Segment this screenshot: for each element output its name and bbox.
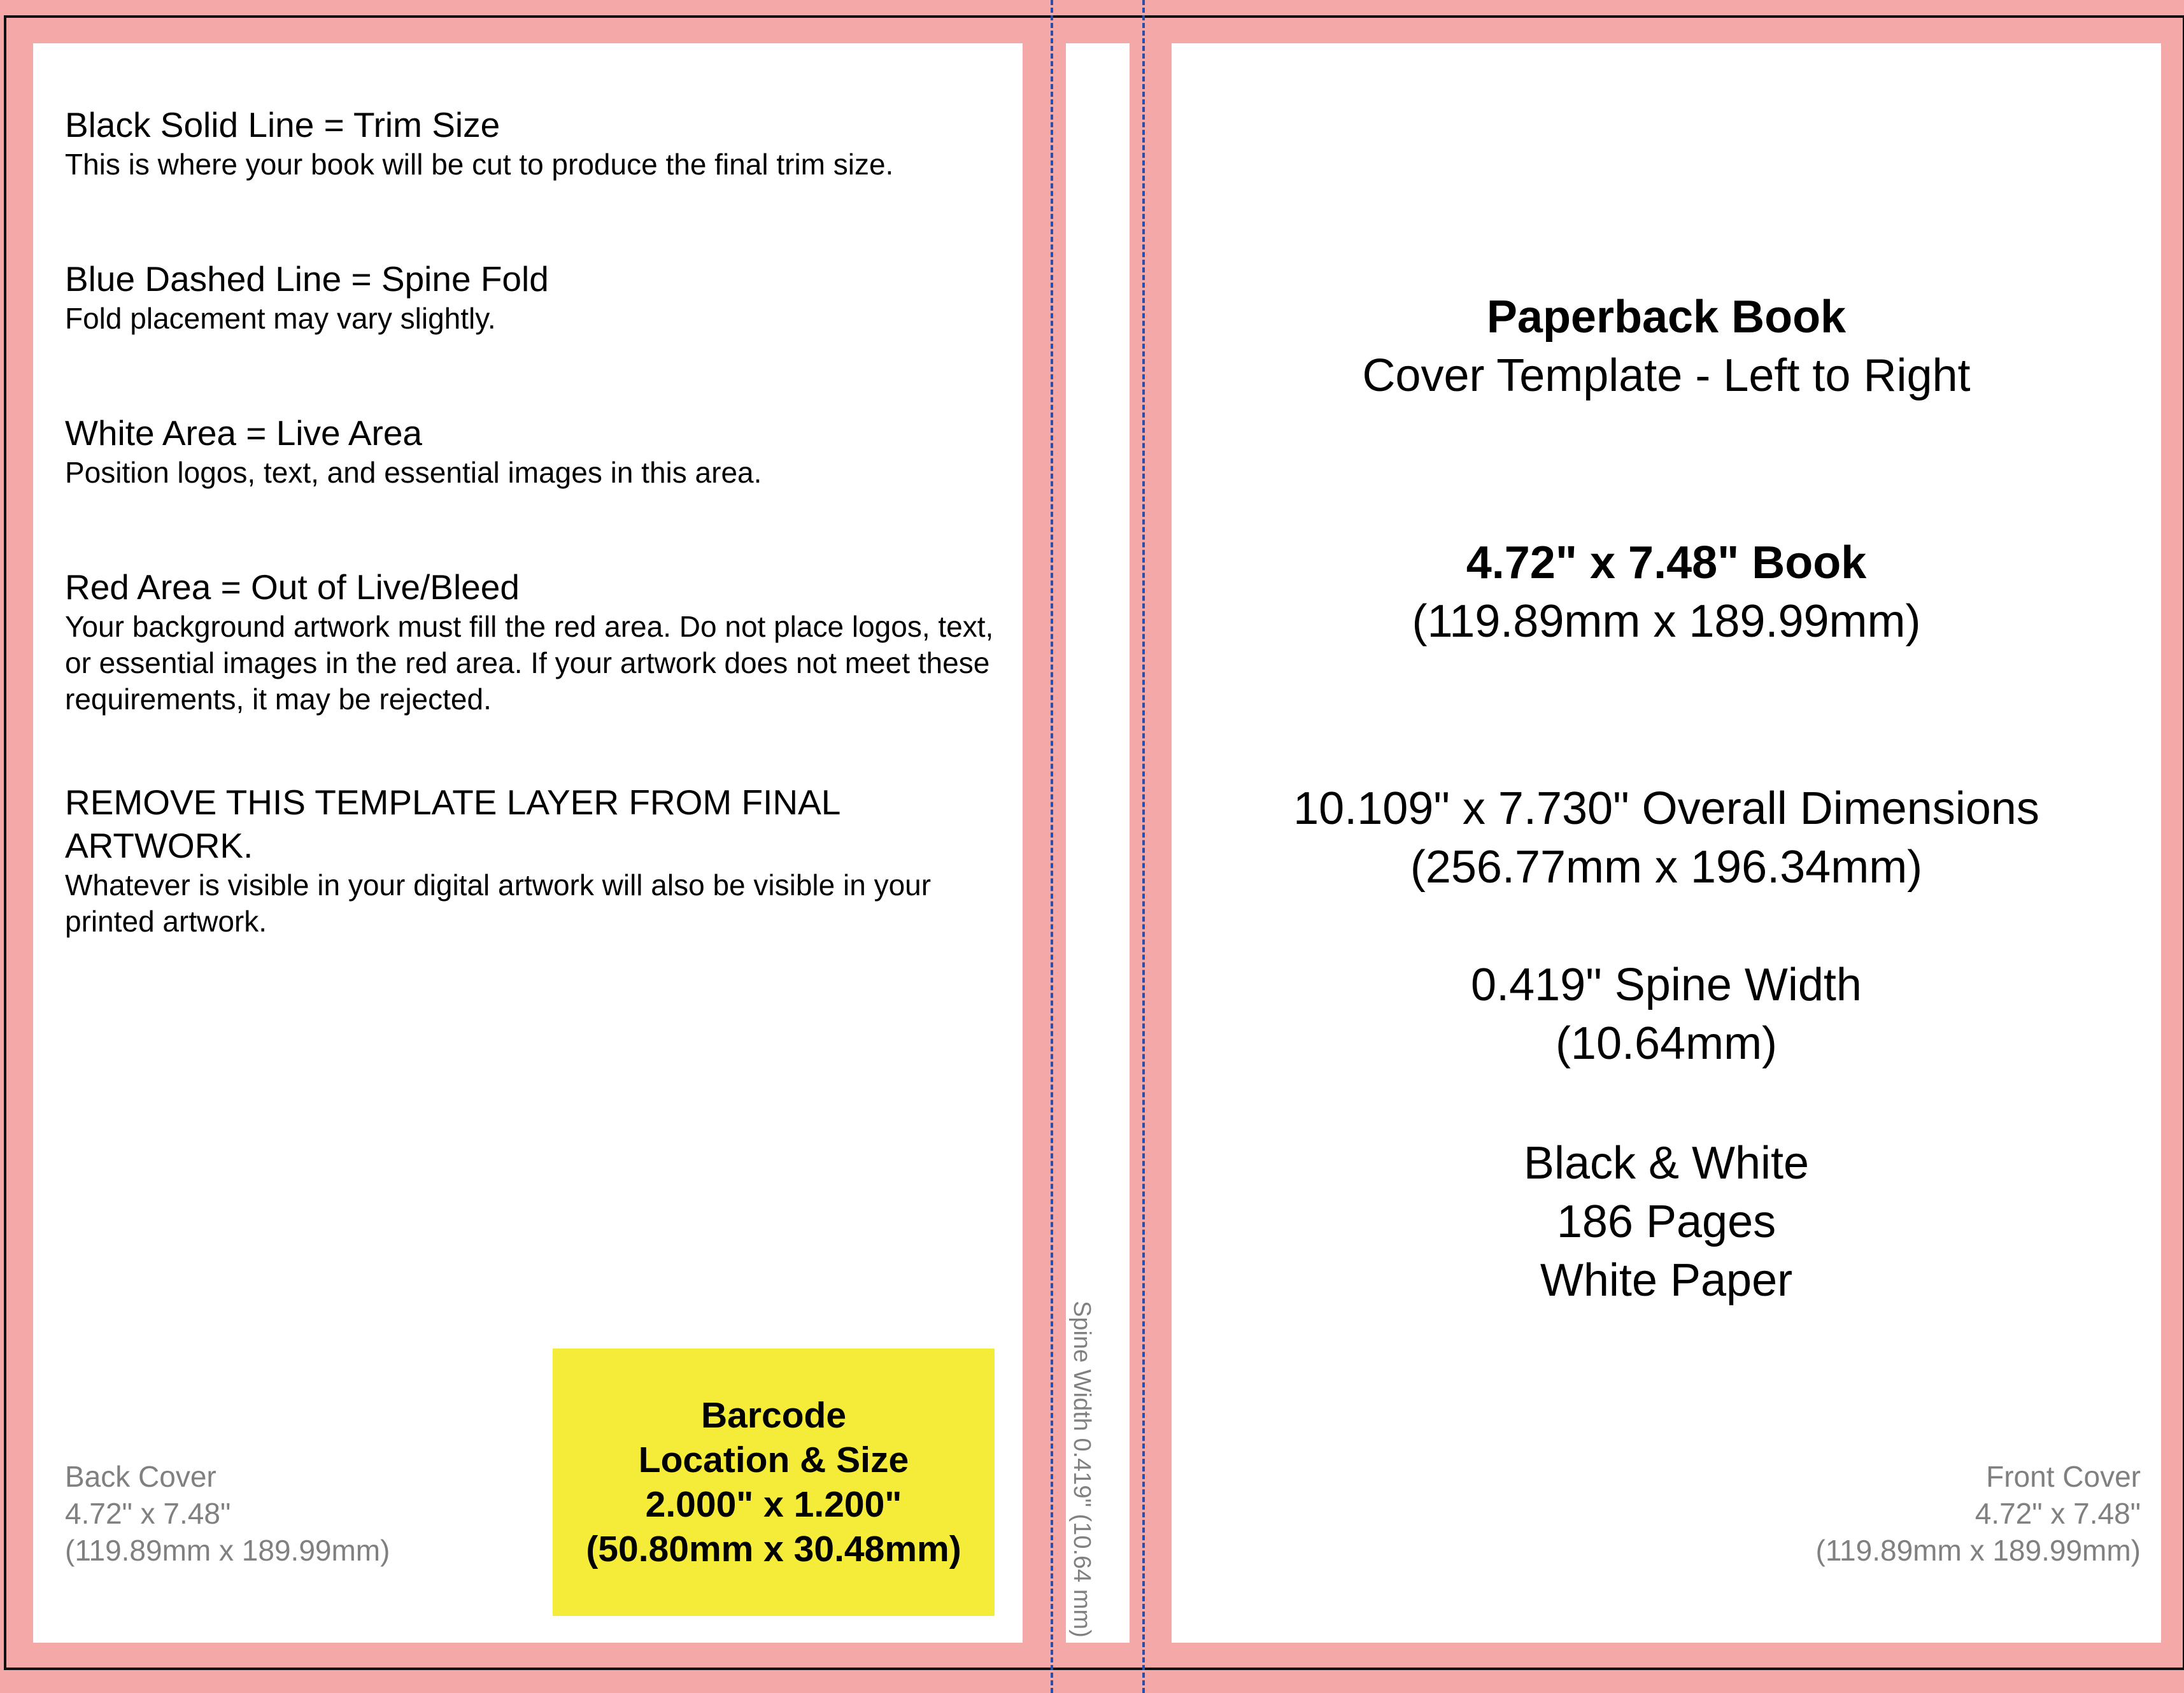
spine-fold-line-left	[1051, 0, 1053, 1693]
barcode-title: Barcode	[700, 1395, 847, 1436]
front-cover-size-mm: (119.89mm x 189.99mm)	[1815, 1534, 2141, 1567]
back-cover-size-in: 4.72" x 7.48"	[65, 1497, 231, 1530]
spine-width-mm: (10.64mm)	[1555, 1018, 1778, 1069]
front-cover-name: Front Cover	[1986, 1460, 2141, 1493]
barcode-size-mm: (50.80mm x 30.48mm)	[586, 1529, 961, 1569]
template-title: Paperback Book	[1486, 292, 1847, 343]
spine-width-in: 0.419" Spine Width	[1471, 960, 1862, 1010]
barcode-size-in: 2.000" x 1.200"	[645, 1484, 902, 1525]
back-cover-size-mm: (119.89mm x 189.99mm)	[65, 1534, 390, 1567]
back-cover-name: Back Cover	[65, 1460, 216, 1493]
instruction-heading: Red Area = Out of Live/Bleed	[65, 567, 520, 607]
instruction-body: Your background artwork must fill the red area. Do not place logos, text, or essential images in the red area. If your artwork does not meet these requirements, it may be rejected.	[65, 610, 994, 716]
instruction-heading: Black Solid Line = Trim Size	[65, 105, 500, 145]
spine-width-label: Spine Width 0.419" (10.64 mm)	[1068, 1301, 1095, 1638]
book-size-mm: (119.89mm x 189.99mm)	[1412, 596, 1921, 647]
overall-dimensions-mm: (256.77mm x 196.34mm)	[1410, 842, 1923, 893]
instruction-heading: White Area = Live Area	[65, 413, 423, 453]
page-count: 186 Pages	[1556, 1196, 1776, 1247]
instruction-heading: Blue Dashed Line = Spine Fold	[65, 259, 549, 299]
spine-fold-line-right	[1142, 0, 1145, 1693]
template-subtitle: Cover Template - Left to Right	[1362, 350, 1971, 401]
paper-type: White Paper	[1540, 1255, 1793, 1306]
front-cover-size-in: 4.72" x 7.48"	[1975, 1497, 2141, 1530]
barcode-subtitle: Location & Size	[638, 1440, 909, 1480]
instruction-body: Fold placement may vary slightly.	[65, 302, 496, 335]
ink-color: Black & White	[1523, 1138, 1810, 1189]
instruction-body: Whatever is visible in your digital artwork will also be visible in your printed artwork.	[65, 868, 932, 938]
instruction-heading: REMOVE THIS TEMPLATE LAYER FROM FINAL ARTWORK.	[65, 783, 840, 865]
instruction-body: Position logos, text, and essential images in this area.	[65, 456, 762, 489]
overall-dimensions-in: 10.109" x 7.730" Overall Dimensions	[1293, 783, 2039, 834]
book-size-in: 4.72" x 7.48" Book	[1466, 537, 1867, 588]
instruction-body: This is where your book will be cut to produce the final trim size.	[65, 148, 894, 181]
